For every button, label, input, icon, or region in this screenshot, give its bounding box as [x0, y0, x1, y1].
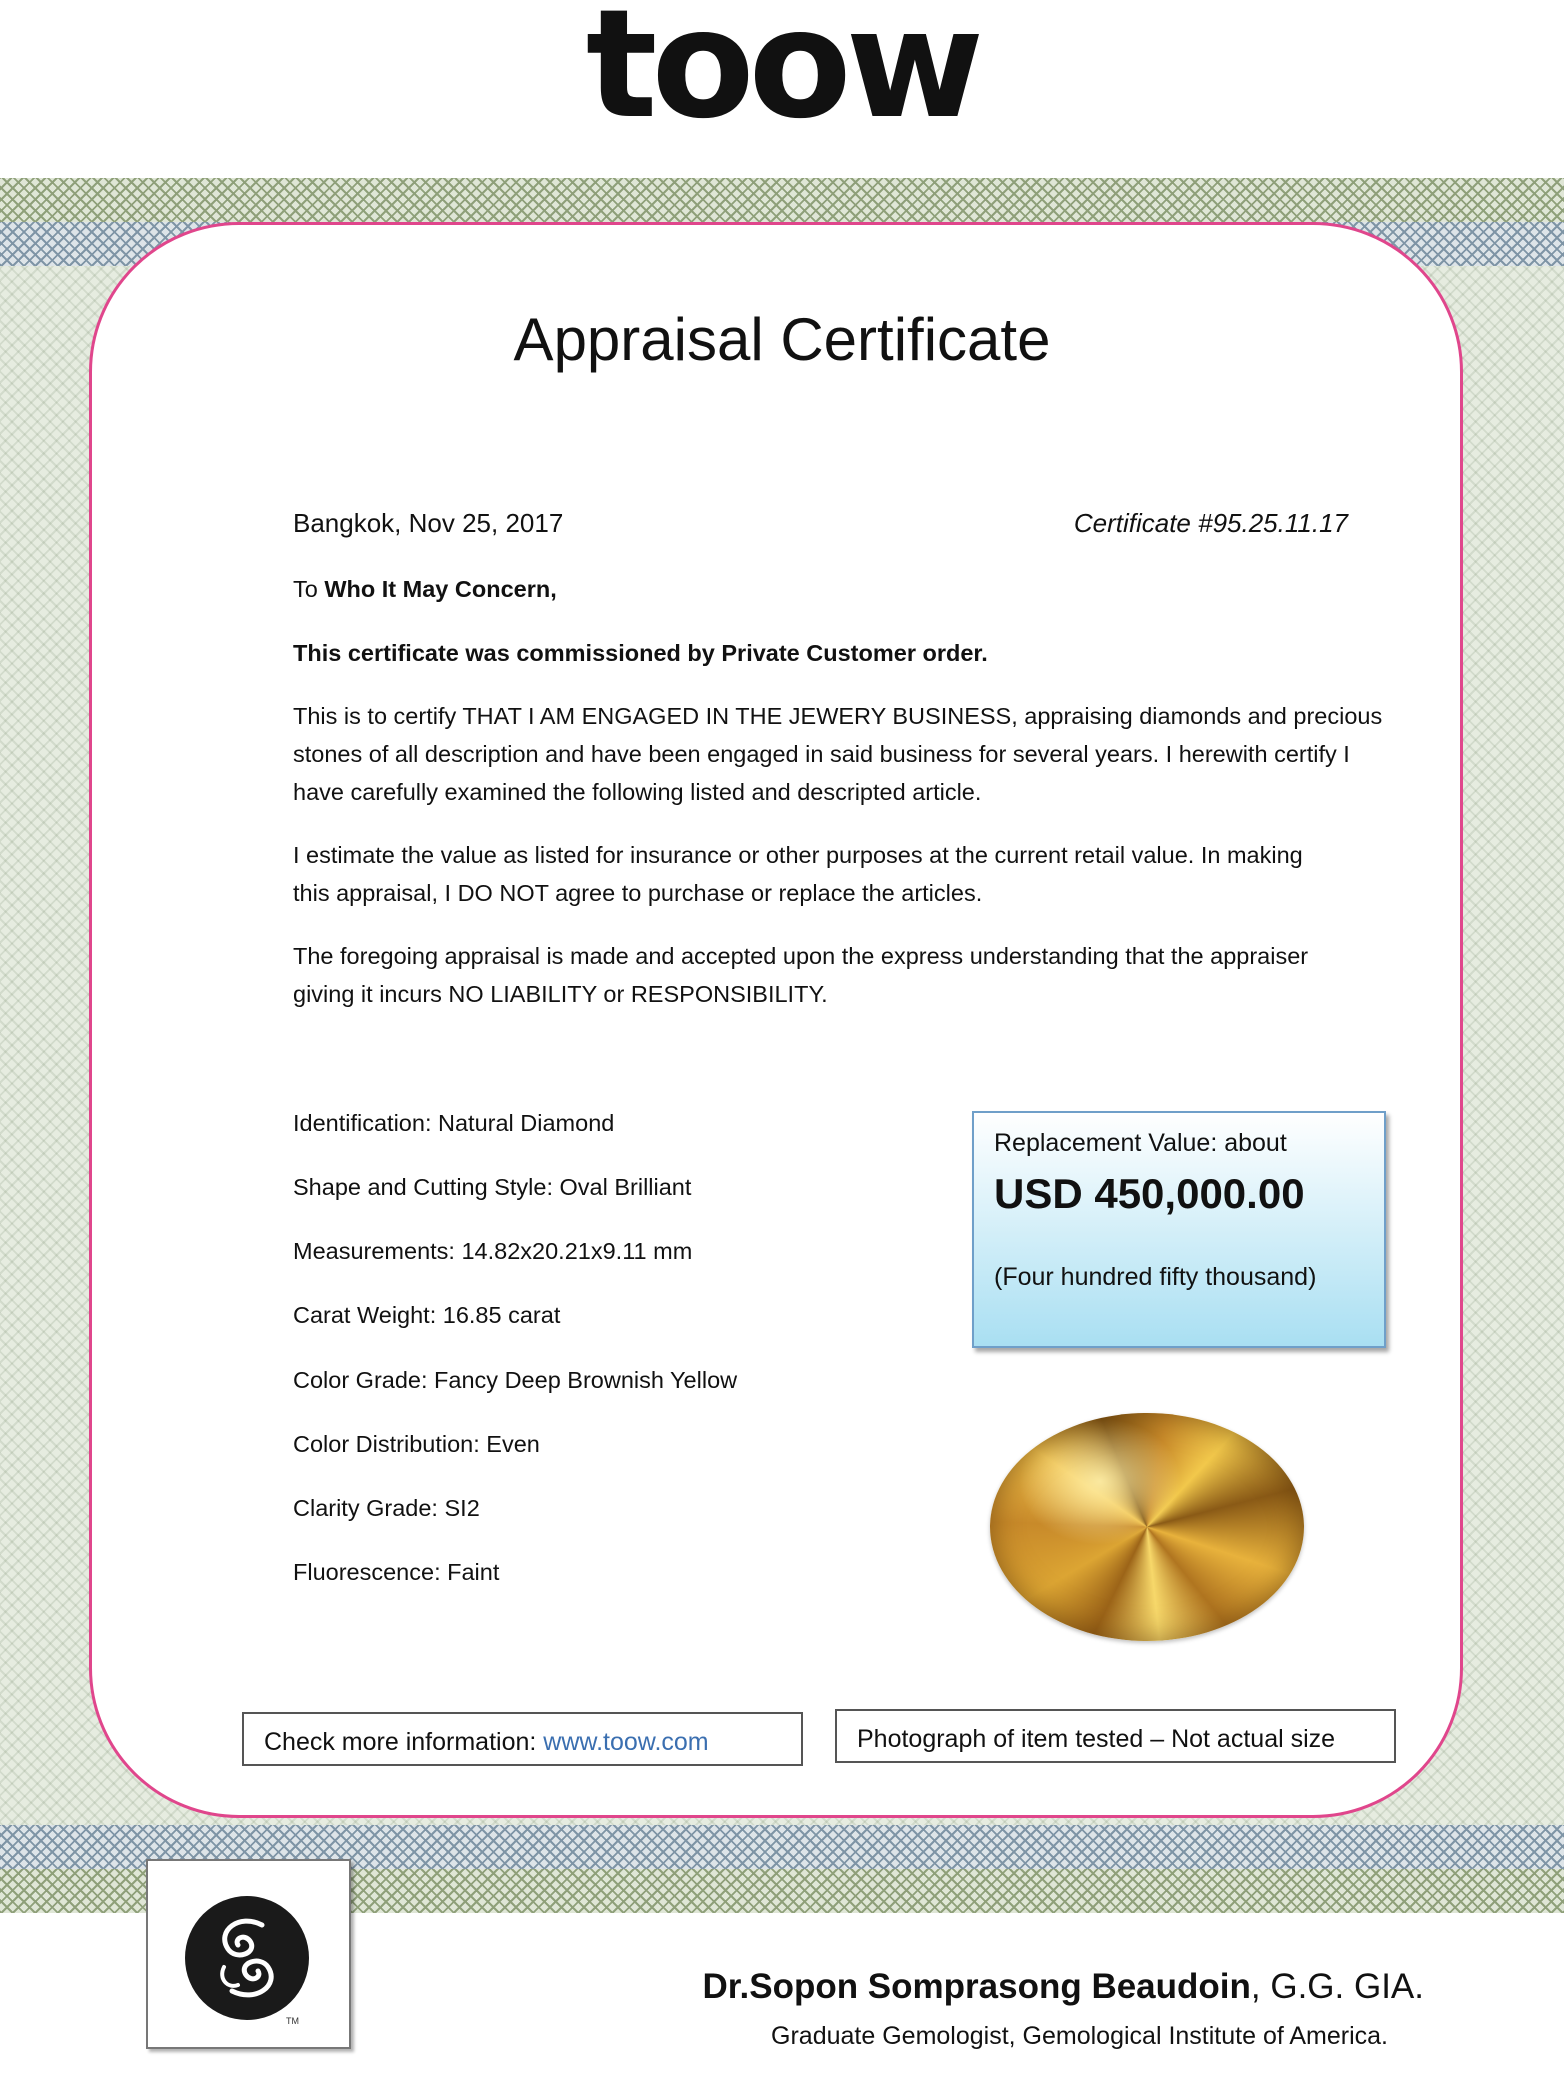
monogram-seal-icon: [184, 1895, 310, 2021]
top-border-band-green: [0, 178, 1564, 222]
more-info-box: [242, 1712, 803, 1766]
photo-note-text: Photograph of item tested – Not actual size: [857, 1725, 1336, 1753]
replacement-value-box: [972, 1111, 1386, 1348]
spec-identification: Identification: Natural Diamond: [293, 1110, 615, 1136]
spec-shape-cut: Shape and Cutting Style: Oval Brilliant: [293, 1174, 692, 1200]
salutation-to: To: [293, 576, 325, 602]
appraiser-name-bold: Dr.Sopon Somprasong Beaudoin: [702, 1967, 1251, 2006]
paragraph-liability-line-1: The foregoing appraisal is made and accepted upon the express understanding that the appraiser: [293, 943, 1309, 969]
certificate-number: Certificate #95.25.11.17: [1073, 508, 1348, 538]
paragraph-liability-line-2: giving it incurs NO LIABILITY or RESPONSIBILITY.: [293, 981, 828, 1007]
diamond-photo: [990, 1413, 1304, 1641]
spec-clarity-grade: Clarity Grade: SI2: [293, 1495, 480, 1521]
spec-color-distribution: Color Distribution: Even: [293, 1431, 540, 1457]
replacement-value-label: Replacement Value: about: [994, 1129, 1287, 1157]
spec-fluorescence: Fluorescence: Faint: [293, 1559, 500, 1585]
commission-statement: This certificate was commissioned by Private Customer order.: [293, 640, 988, 666]
trademark-mark: TM: [286, 2016, 299, 2026]
paragraph-certify-line-3: have carefully examined the following listed and descripted article.: [293, 779, 982, 805]
spec-carat-weight: Carat Weight: 16.85 carat: [293, 1302, 561, 1328]
appraiser-title: Graduate Gemologist, Gemological Institute of America.: [771, 2022, 1388, 2050]
seal-frame: [146, 1859, 351, 2049]
salutation-recipient: Who It May Concern,: [324, 576, 557, 602]
website-link[interactable]: www.toow.com: [543, 1728, 709, 1756]
paragraph-estimate-line-2: this appraisal, I DO NOT agree to purchase or replace the articles.: [293, 880, 983, 906]
paragraph-certify-line-1: This is to certify THAT I AM ENGAGED IN THE JEWERY BUSINESS, appraising diamonds and precious: [293, 703, 1383, 729]
brand-logo: [0, 0, 1564, 152]
salutation: [293, 570, 557, 608]
certificate-title: Appraisal Certificate: [513, 306, 1051, 373]
replacement-value-amount: USD 450,000.00: [994, 1170, 1305, 1217]
photo-note-box: [835, 1709, 1396, 1763]
appraiser-credential: , G.G. GIA.: [1250, 1967, 1424, 2006]
spec-color-grade: Color Grade: Fancy Deep Brownish Yellow: [293, 1367, 738, 1393]
location-date: Bangkok, Nov 25, 2017: [293, 508, 564, 538]
paragraph-estimate-line-1: I estimate the value as listed for insurance or other purposes at the current retail value. In making: [293, 842, 1303, 868]
paragraph-certify-line-2: stones of all description and have been engaged in said business for several years. I herewith certify I: [293, 741, 1350, 767]
more-info-label: Check more information:: [264, 1728, 544, 1756]
logo-wordmark: toow: [585, 0, 979, 152]
replacement-value-words: (Four hundred fifty thousand): [994, 1263, 1317, 1291]
spec-measurements: Measurements: 14.82x20.21x9.11 mm: [293, 1238, 693, 1264]
appraiser-name: [703, 1967, 1424, 2007]
